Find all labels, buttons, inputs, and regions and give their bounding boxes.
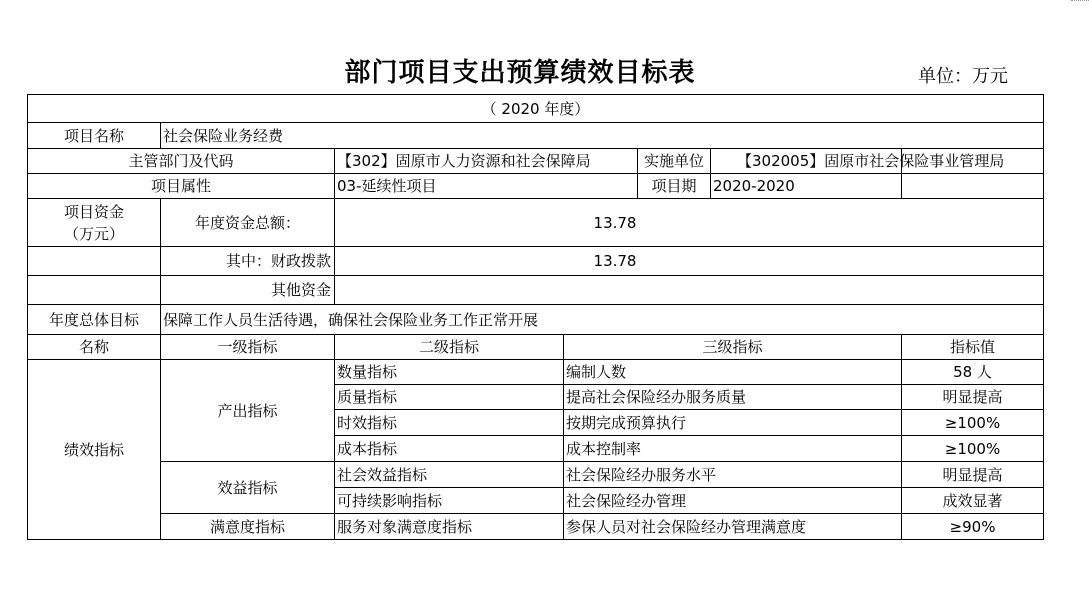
period-cell: [638, 174, 902, 199]
year-cell: （ 2020 年度）: [28, 95, 1044, 123]
indicator-value: 明显提高: [902, 385, 1044, 410]
project-name-label: 项目名称: [28, 123, 161, 149]
funds-fiscal-value: 13.78: [335, 247, 1044, 276]
header-name: 名称: [28, 335, 161, 360]
period-label: 项目期: [638, 174, 711, 198]
funds-label: [28, 199, 161, 247]
implementer-value: 【302005】固原市社会保险事业管理局: [737, 152, 1005, 170]
indicator-level3: 参保人员对社会保险经办管理满意度: [564, 514, 902, 540]
indicator-level2: 服务对象满意度指标: [335, 514, 564, 540]
indicator-level2: 可持续影响指标: [335, 488, 564, 514]
header-value: 指标值: [902, 335, 1044, 360]
attribute-row: [28, 174, 1044, 199]
indicator-value: 明显提高: [902, 462, 1044, 488]
funds-fiscal-row: [28, 247, 1044, 276]
attribute-value: 03-延续性项目: [335, 174, 638, 199]
funds-label-line2: （万元）: [63, 224, 124, 243]
group-satisfaction: 满意度指标: [161, 514, 335, 540]
indicator-row: [28, 462, 1044, 488]
period-value: 2020-2020: [713, 177, 795, 195]
funds-other-row: [28, 276, 1044, 305]
indicator-level2: 数量指标: [335, 360, 564, 385]
annual-goal-value: 保障工作人员生活待遇，确保社会保险业务工作正常开展: [161, 305, 1044, 335]
project-name-row: [28, 123, 1044, 149]
project-name-value: 社会保险业务经费: [161, 123, 1044, 149]
indicator-level2: 时效指标: [335, 410, 564, 436]
indicator-value: ≥100%: [902, 410, 1044, 436]
corner-mark: [1071, 0, 1089, 5]
header-level2: 二级指标: [335, 335, 564, 360]
indicator-level2: 质量指标: [335, 385, 564, 410]
indicator-value: 成效显著: [902, 488, 1044, 514]
indicator-value: ≥90%: [902, 514, 1044, 540]
header-row: [28, 335, 1044, 360]
funds-total-label: 年度资金总额：: [161, 199, 335, 247]
funds-label-line1: 项目资金: [63, 202, 124, 221]
indicator-row: [28, 514, 1044, 540]
header-level3: 三级指标: [564, 335, 902, 360]
indicator-level3: 提高社会保险经办服务质量: [564, 385, 902, 410]
annual-goal-label: 年度总体目标: [28, 305, 161, 335]
funds-other-value: [335, 276, 1044, 305]
annual-goal-row: [28, 305, 1044, 335]
funds-total-value: 13.78: [335, 199, 1044, 247]
unit-label: 单位：万元: [918, 66, 1008, 87]
department-value: 【302】固原市人力资源和社会保障局: [335, 149, 638, 174]
indicator-value: ≥100%: [902, 436, 1044, 462]
period-empty: [902, 174, 1044, 199]
indicator-level3: 按期完成预算执行: [564, 410, 902, 436]
group-output: 产出指标: [161, 360, 335, 462]
funds-other-blank: [28, 276, 161, 305]
indicator-value: 58 人: [902, 360, 1044, 385]
attribute-label: 项目属性: [28, 174, 335, 199]
performance-label: 绩效指标: [28, 360, 161, 540]
page-title: 部门项目支出预算绩效目标表: [344, 58, 696, 88]
indicator-level3: 编制人数: [564, 360, 902, 385]
funds-fiscal-blank: [28, 247, 161, 276]
header-level1: 一级指标: [161, 335, 335, 360]
funds-fiscal-label: 其中：财政拨款: [161, 247, 335, 276]
indicator-level2: 成本指标: [335, 436, 564, 462]
implementer-label: 实施单位: [638, 149, 711, 173]
funds-total-row: [28, 199, 1044, 247]
indicator-level3: 成本控制率: [564, 436, 902, 462]
indicator-row: [28, 360, 1044, 385]
group-benefit: 效益指标: [161, 462, 335, 514]
indicator-level3: 社会保险经办管理: [564, 488, 902, 514]
funds-other-label: 其他资金: [161, 276, 335, 305]
indicator-level2: 社会效益指标: [335, 462, 564, 488]
indicator-level3: 社会保险经办服务水平: [564, 462, 902, 488]
year-row: [28, 95, 1044, 123]
department-label: 主管部门及代码: [28, 149, 335, 174]
